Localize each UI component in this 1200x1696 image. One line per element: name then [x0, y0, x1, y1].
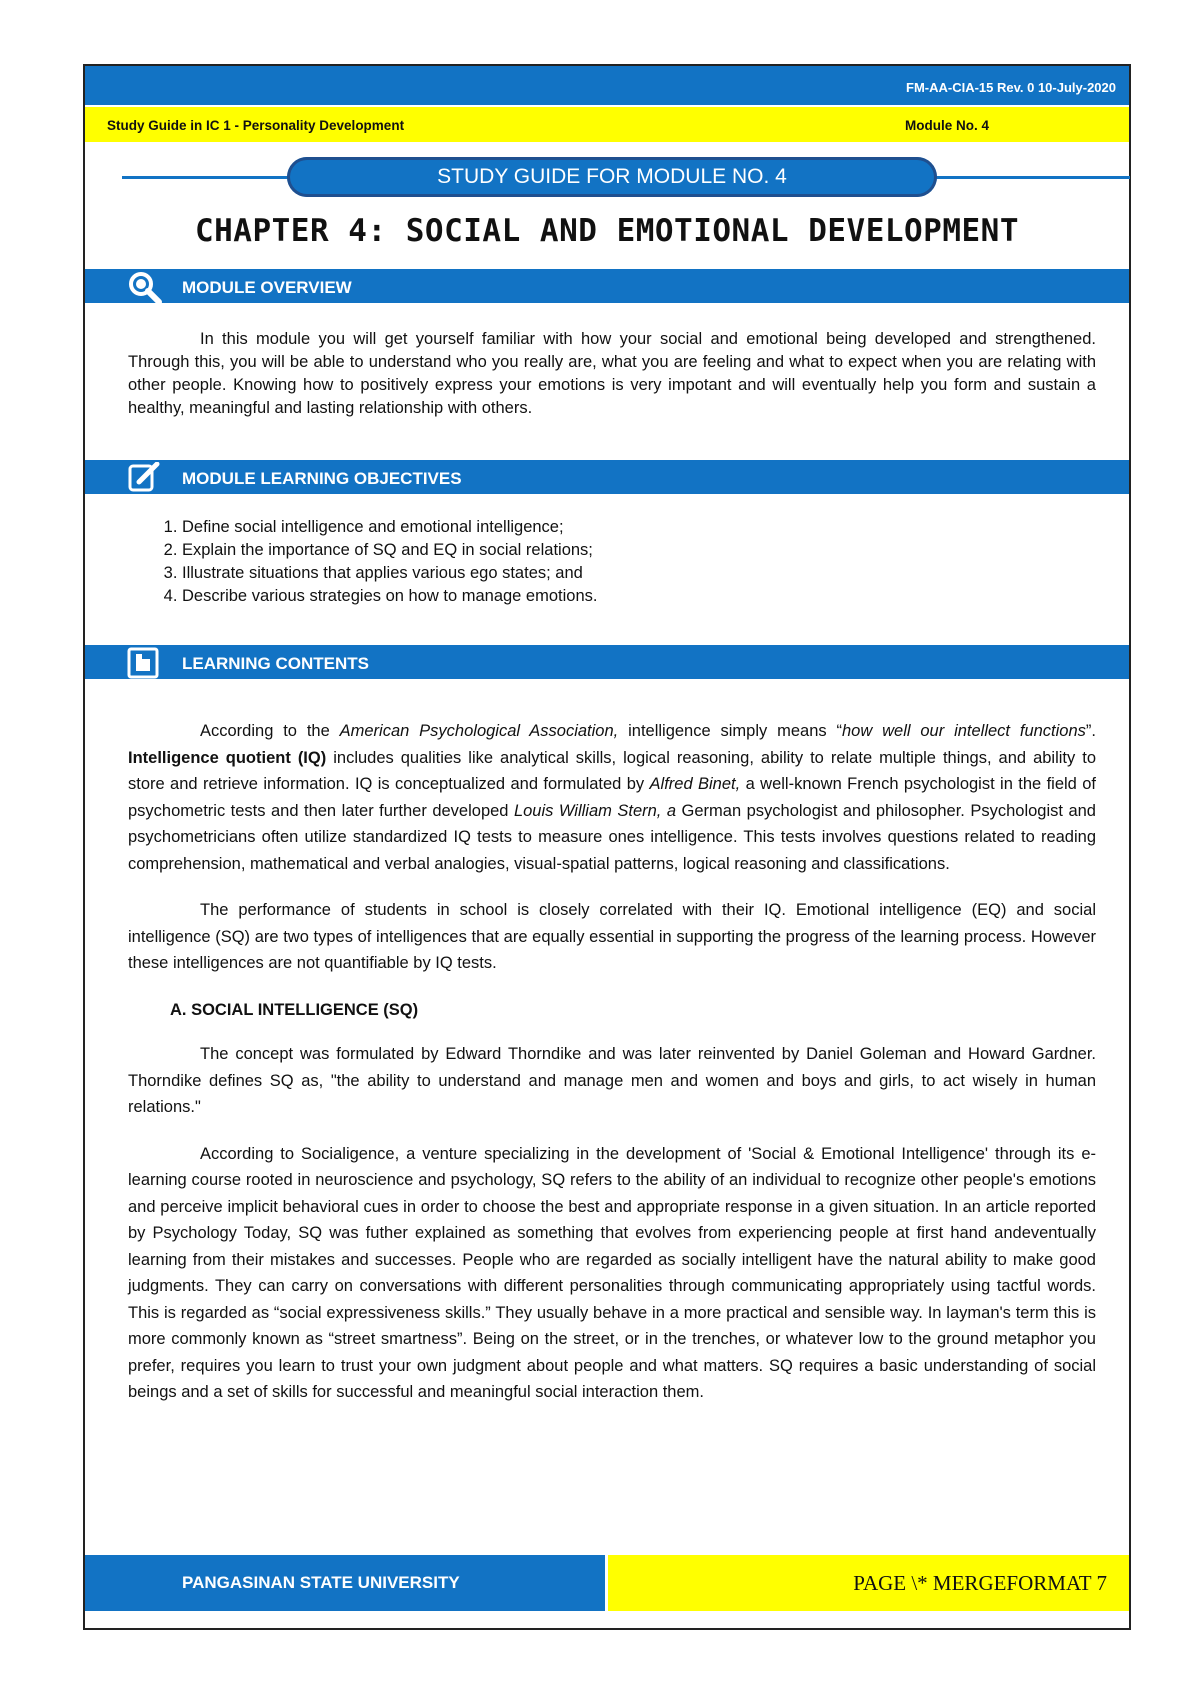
overview-paragraph	[128, 328, 1096, 420]
list-item: 1. Define social intelligence and emotional intelligence;	[182, 516, 597, 539]
study-guide-title: Study Guide in IC 1 - Personality Development	[107, 118, 405, 133]
text-run: includes qualities like analytical skills, logical reasoning, ability to relate multiple things, and ability to store and retrieve information. IQ is conceptualized and formulated by	[128, 748, 1096, 793]
study-guide-banner: STUDY GUIDE FOR MODULE NO. 4	[287, 157, 937, 197]
section-heading: MODULE OVERVIEW	[182, 278, 352, 297]
contents-paragraph-2: The performance of students in school is closely correlated with their IQ. Emotional intelligence (EQ) and social intelligence (SQ) are two types of intelligences that are equally essential in supporting the progress of the learning process. However these intelligences are not quantifiable by IQ tests.	[128, 901, 1096, 972]
section-learning-objectives	[85, 460, 1129, 494]
magnifier-icon	[127, 271, 159, 303]
footer-university-bar	[85, 1555, 605, 1611]
section-learning-contents	[85, 645, 1129, 679]
university-name: PANGASINAN STATE UNIVERSITY	[182, 1573, 460, 1592]
text-run: ”.	[1085, 722, 1096, 740]
overview-text: In this module you will get yourself familiar with how your social and emotional being developed and strengthened. Through this, you will be able to understand who you really are, what you are feeling and what to expect when you are relating with other people. Knowing how to positively express your emotions is very impotant and will eventually help you form and sustain a healthy, meaningful and lasting relationship with others.	[128, 330, 1096, 417]
module-number: Module No. 4	[905, 118, 989, 133]
document-icon	[127, 647, 159, 679]
section-heading: MODULE LEARNING OBJECTIVES	[182, 469, 462, 488]
text-run: Louis William Stern, a	[513, 801, 677, 820]
text-run: a well-known French psychologist in the field of psychometric tests and then later further developed	[128, 775, 1096, 820]
contents-paragraph-4: According to Socialigence, a venture specializing in the development of 'Social & Emotional Intelligence' through its e-learning course rooted in neuroscience and psychology, SQ refers to the ability of an individual to recognize other people's emotions and perceive implicit behavioral cues in order to choose the best and appropriate response in a given situation. In an article reported by Psychology Today, SQ was futher explained as something that evolves from experiencing people at first hand andeventually learning from their mistakes and successes. People who are regarded as socially intelligent have the natural ability to make good judgments. They can carry on conversations with different personalities through communicating appropriately using tactful words. This is regarded as “social expressiveness skills.” They usually behave in a more practical and sensible way. In layman's term this is more commonly known as “street smartness”. Being on the street, or in the trenches, or whatever low to the ground metaphor you prefer, requires you learn to trust your own judgment about people and what matters. SQ requires a basic understanding of social beings and a set of skills for successful and meaningful social interaction them.	[128, 1144, 1096, 1401]
contents-paragraph-3: The concept was formulated by Edward Thorndike and was later reinvented by Daniel Goleman and Howard Gardner. Thorndike defines SQ as, "the ability to understand and manage men and women and boys and girls, to act wisely in human relations."	[128, 1045, 1096, 1116]
section-module-overview	[85, 269, 1129, 303]
pencil-edit-icon	[127, 462, 159, 494]
text-run: how well our intellect functions	[841, 722, 1086, 740]
section-heading: LEARNING CONTENTS	[182, 654, 369, 673]
text-run: Intelligence quotient (IQ)	[128, 748, 327, 767]
text-run: According to the	[200, 722, 340, 740]
contents-paragraph-1	[128, 718, 1096, 877]
list-item: 2. Explain the importance of SQ and EQ in social relations;	[182, 539, 597, 562]
objectives-list	[128, 516, 597, 608]
chapter-title: CHAPTER 4: SOCIAL AND EMOTIONAL DEVELOPMENT	[194, 213, 1020, 249]
list-item: 3. Illustrate situations that applies various ego states; and	[182, 562, 597, 585]
header-yellow-bar	[85, 107, 1129, 142]
page-field: PAGE \* MERGEFORMAT 7	[853, 1571, 1107, 1595]
subheading-social-intelligence: A. SOCIAL INTELLIGENCE (SQ)	[170, 1000, 419, 1019]
text-run: German psychologist and philosopher. Psychologist and psychometricians often utilize standardized IQ tests to measure ones intelligence. This tests involves questions related to reading comprehension, mathematical and verbal analogies, visual-spatial patterns, logical reasoning and classifications.	[128, 801, 1096, 873]
text-run: Alfred Binet,	[649, 775, 741, 793]
text-run: American Psychological Association,	[339, 722, 619, 740]
text-run: intelligence simply means “	[618, 722, 842, 740]
learning-contents-body	[128, 718, 1096, 1426]
document-code: FM-AA-CIA-15 Rev. 0 10-July-2020	[906, 80, 1116, 95]
list-item: 4. Describe various strategies on how to manage emotions.	[182, 585, 597, 608]
footer-page-bar	[608, 1555, 1129, 1611]
